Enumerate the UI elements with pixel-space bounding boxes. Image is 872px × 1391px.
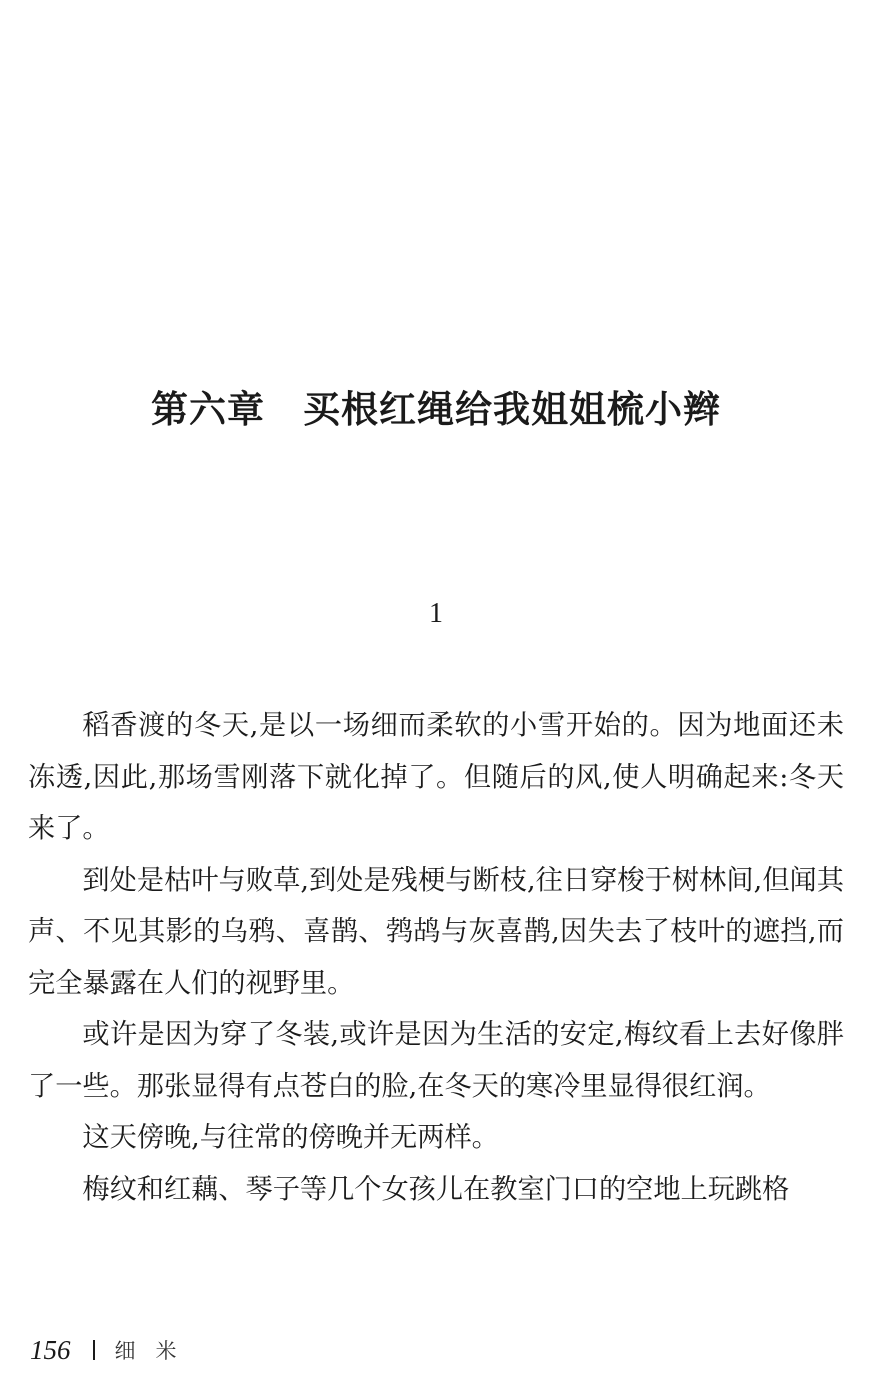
page-footer (30, 1330, 197, 1370)
paragraph: 或许是因为穿了冬装,或许是因为生活的安定,梅纹看上去好像胖了一些。那张显得有点苍白的脸,在冬天的寒冷里显得很红润。 (28, 1019, 844, 1102)
body-text (28, 700, 844, 1215)
section-number: 1 (429, 598, 443, 629)
paragraph: 稻香渡的冬天,是以一场细而柔软的小雪开始的。因为地面还未冻透,因此,那场雪刚落下就化掉了。但随后的风,使人明确起来:冬天来了。 (28, 710, 844, 844)
chapter-title: 第六章 买根红绳给我姐姐梳小辫 (151, 388, 721, 431)
running-title: 细米 (114, 1339, 197, 1363)
footer-divider (93, 1340, 95, 1360)
paragraph: 到处是枯叶与败草,到处是残梗与断枝,往日穿梭于树林间,但闻其声、不见其影的乌鸦、喜鹊、鹁鸪与灰喜鹊,因失去了枝叶的遮挡,而完全暴露在人们的视野里。 (28, 864, 844, 999)
paragraph: 这天傍晚,与往常的傍晚并无两样。 (82, 1122, 499, 1153)
paragraph: 梅纹和红藕、琴子等几个女孩儿在教室门口的空地上玩跳格 (82, 1173, 790, 1205)
page-number: 156 (30, 1334, 71, 1365)
